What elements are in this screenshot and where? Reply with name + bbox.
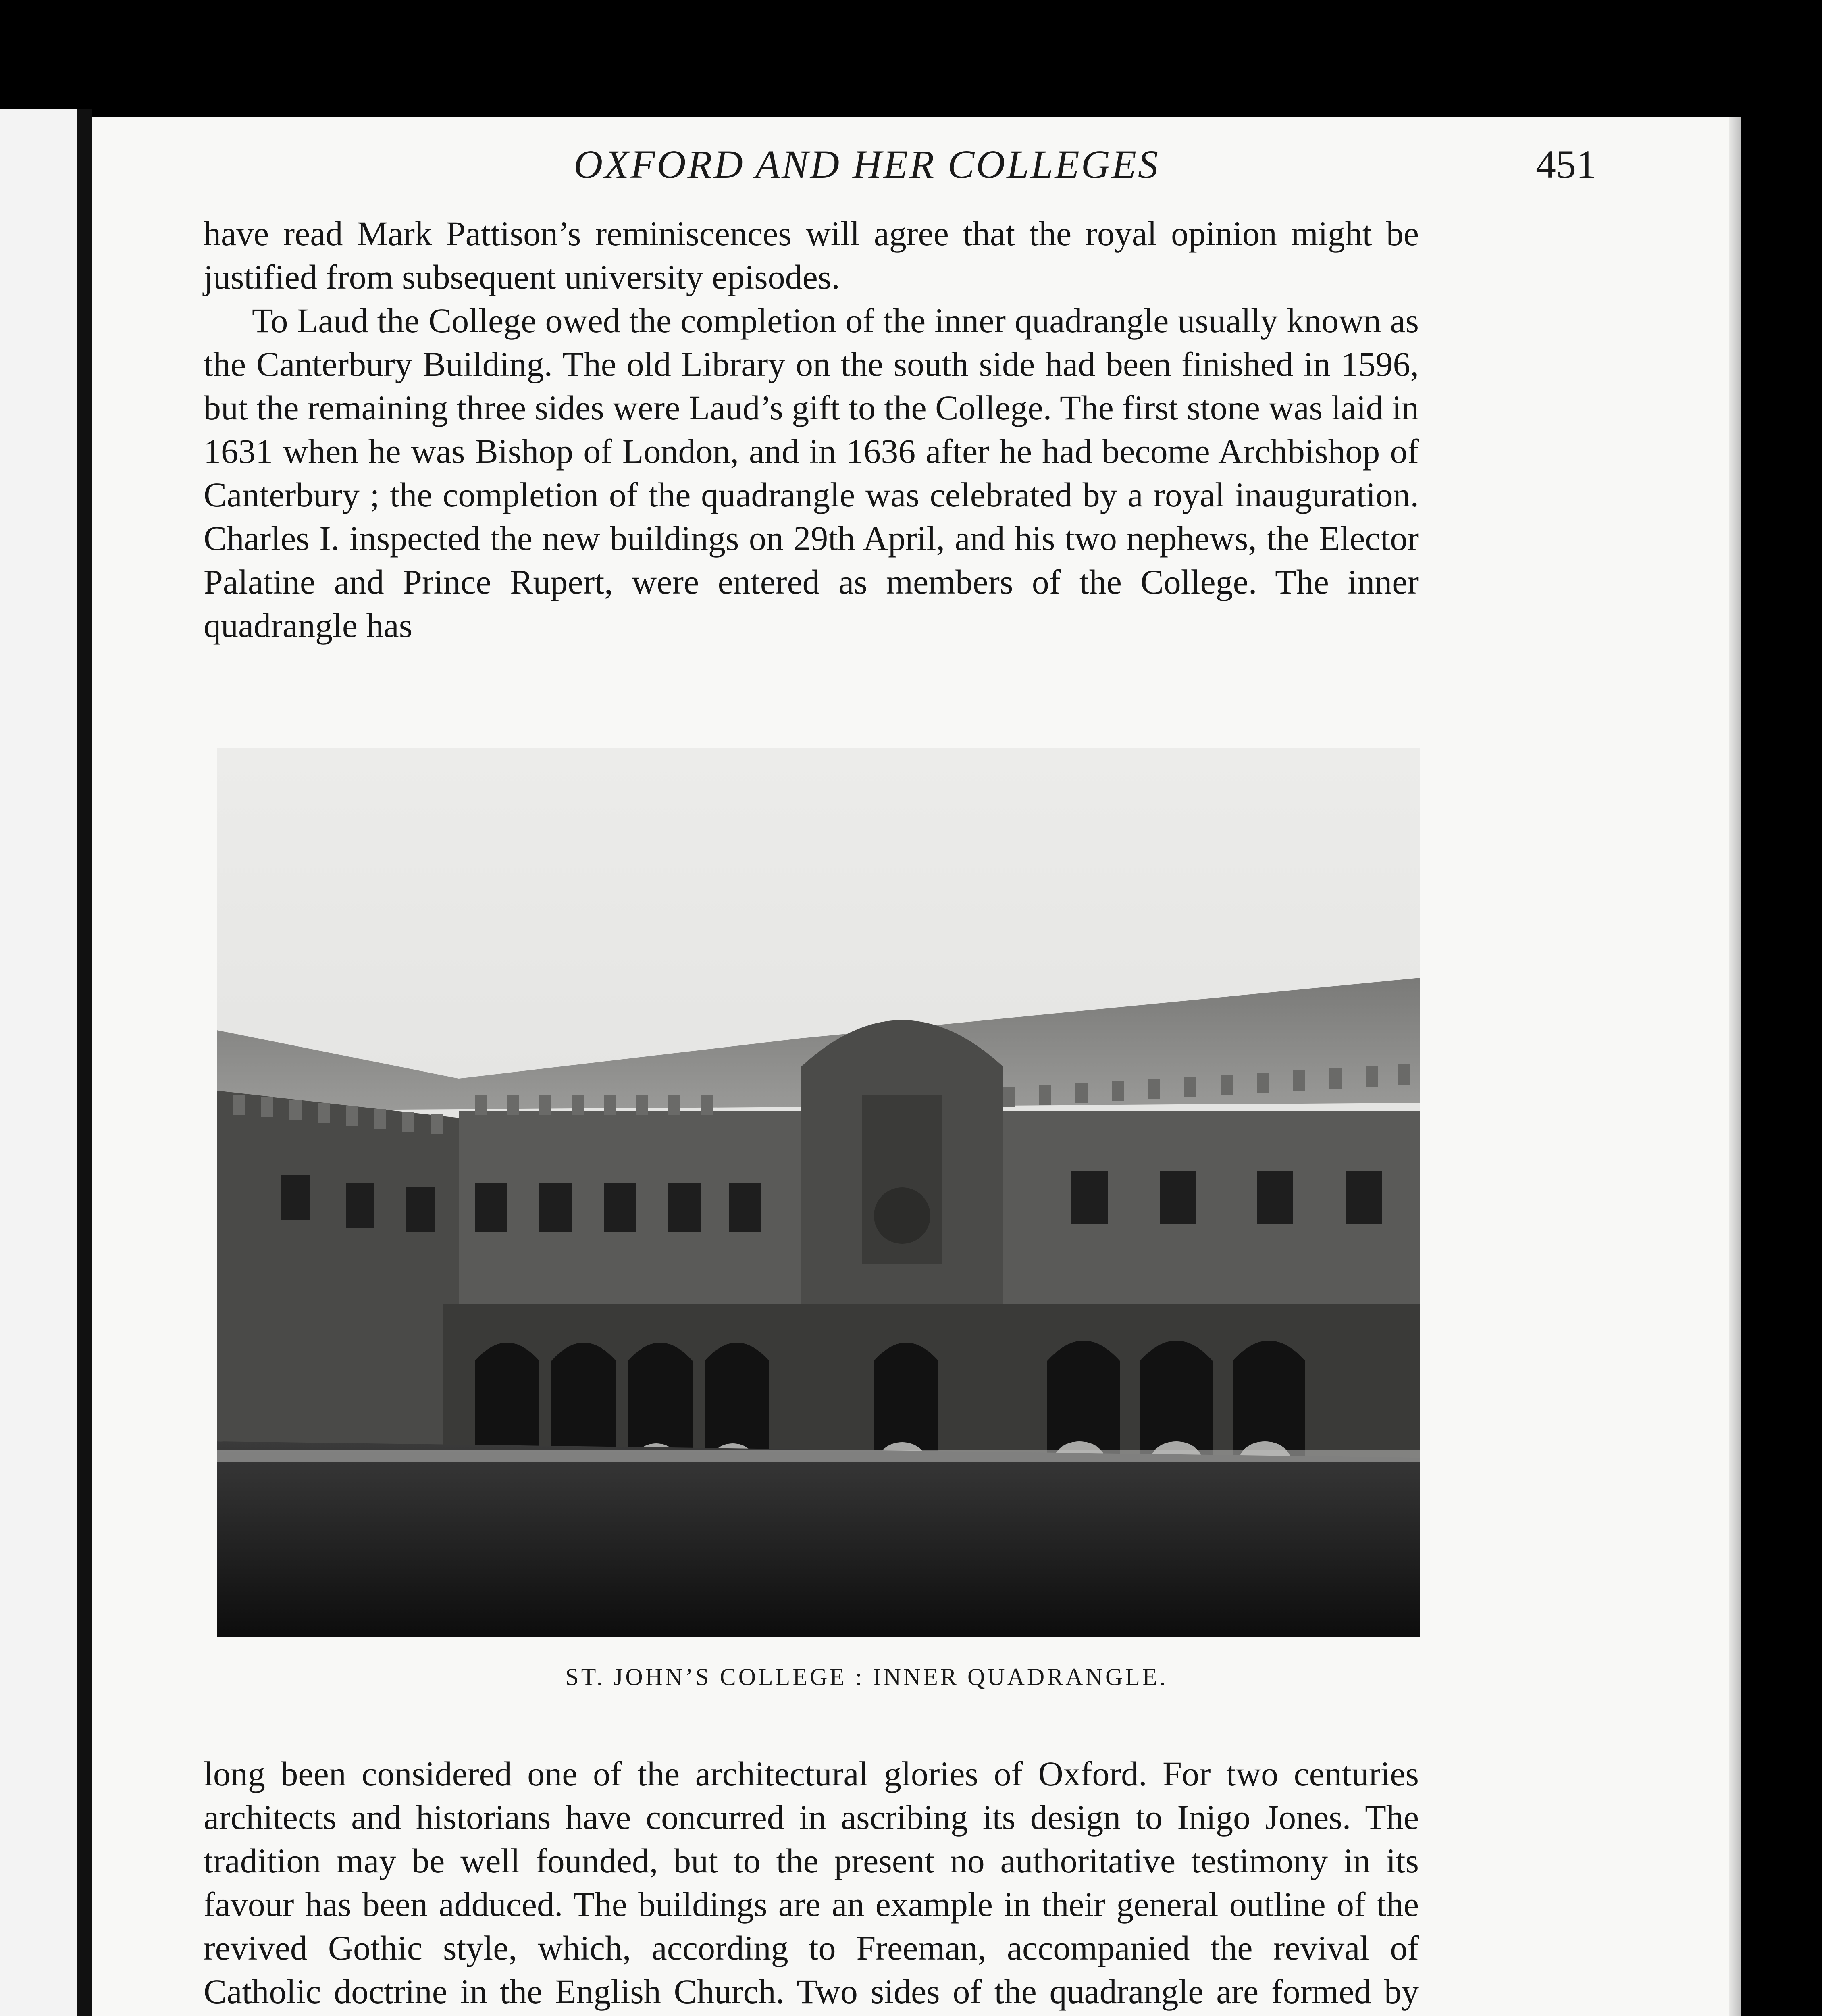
quadrangle-illustration	[217, 748, 1420, 1637]
running-head: OXFORD AND HER COLLEGES	[573, 142, 1160, 187]
body-text-top	[204, 212, 1419, 647]
paragraph: To Laud the College owed the completion of the inner quadrangle usually known as the Canterbury Building. The old Library on the south side had been finished in 1596, but the remaining three sides were Laud’s gift to the College. The first stone was laid in 1631 when he was Bishop of London, and in 1636 after he had become Archbishop of Canterbury ; the completion of the quadrangle was celebrated by a royal inauguration. Charles I. inspected the new buildings on 29th April, and his two nephews, the Elector Palatine and Prince Rupert, were entered as members of the College. The inner quadrangle has	[204, 301, 1419, 645]
body-text-bottom	[204, 1752, 1419, 2016]
page-number: 451	[1536, 142, 1596, 187]
page-edge-shadow	[1729, 117, 1741, 2016]
figure-caption: ST. JOHN’S COLLEGE : INNER QUADRANGLE.	[565, 1664, 1168, 1690]
paragraph: long been considered one of the architectural glories of Oxford. For two centuries architects and historians have concurred in ascribing its design to Inigo Jones. The tradition may be well founded, but to the present no authoritative testimony in its favour has been adduced. The buildings are an example in their general outline of the revived Gothic style, which, according to Freeman, accompanied the revival of Catholic doctrine in the English Church. Two sides of the quadrangle are formed by	[204, 1754, 1419, 2011]
paragraph: have read Mark Pattison’s reminiscences will agree that the royal opinion might be justified from subsequent university episodes.	[204, 214, 1419, 296]
quadrangle-photograph	[217, 748, 1420, 1637]
facing-page-edge	[0, 109, 81, 2016]
book-gutter	[77, 109, 92, 2016]
